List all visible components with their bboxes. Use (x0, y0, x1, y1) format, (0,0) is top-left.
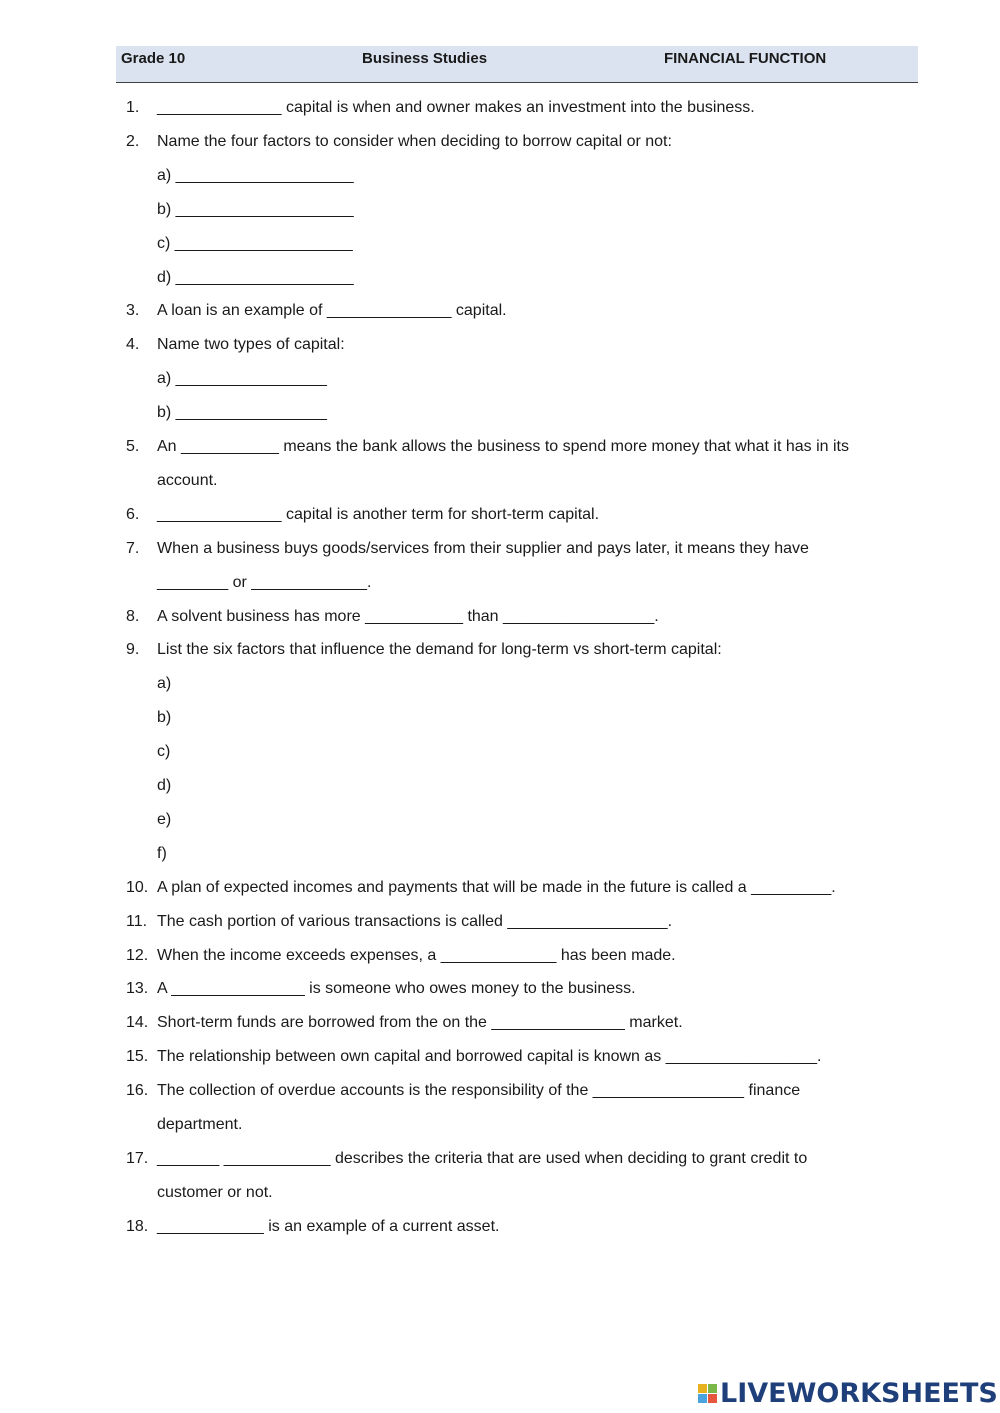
question-text: A plan of expected incomes and payments that will be made in the future is called a _________. (157, 879, 836, 896)
question-text: Short-term funds are borrowed from the on the _______________ market. (157, 1014, 683, 1031)
answer-line: customer or not. (157, 1184, 273, 1201)
header-grade: Grade 10 (121, 50, 186, 67)
question-text: A _______________ is someone who owes money to the business. (157, 980, 636, 997)
answer-line: b) _________________ (157, 404, 327, 421)
header-subject: Business Studies (362, 50, 488, 67)
answer-line: c) (157, 743, 171, 760)
answer-line: b) (157, 709, 172, 726)
document-header (116, 46, 918, 83)
question-text: The relationship between own capital and borrowed capital is known as _________________. (157, 1048, 822, 1065)
answer-line: d) (157, 777, 172, 794)
question-number: 9. (126, 641, 140, 658)
answer-line: b) ____________________ (157, 201, 354, 218)
question-text: List the six factors that influence the demand for long-term vs short-term capital: (157, 641, 722, 658)
question-text: ____________ is an example of a current asset. (157, 1218, 500, 1235)
question-number: 17. (126, 1150, 149, 1167)
logo-block (698, 1394, 707, 1403)
question-number: 3. (126, 302, 140, 319)
liveworksheets-logo (698, 1376, 998, 1410)
logo-block (708, 1394, 717, 1403)
question-text: A solvent business has more ___________ than _________________. (157, 608, 659, 625)
answer-line: f) (157, 845, 167, 862)
question-number: 16. (126, 1082, 149, 1099)
question-text: ______________ capital is when and owner makes an investment into the business. (157, 99, 755, 116)
question-number: 5. (126, 438, 140, 455)
logo-block (698, 1384, 707, 1393)
answer-line: account. (157, 472, 218, 489)
question-number: 11. (126, 913, 148, 930)
answer-line: c) ____________________ (157, 235, 353, 252)
answer-line: department. (157, 1116, 243, 1133)
answer-line: a) (157, 675, 172, 692)
question-text: When a business buys goods/services from their supplier and pays later, it means they have (157, 540, 809, 557)
question-text: A loan is an example of ______________ capital. (157, 302, 507, 319)
question-number: 10. (126, 879, 149, 896)
question-text: An ___________ means the bank allows the business to spend more money that what it has in its (157, 438, 849, 455)
header-topic: FINANCIAL FUNCTION (664, 50, 827, 67)
question-number: 8. (126, 608, 140, 625)
answer-line: a) ____________________ (157, 167, 354, 184)
question-number: 15. (126, 1048, 149, 1065)
question-text: Name two types of capital: (157, 336, 345, 353)
question-text: When the income exceeds expenses, a _____________ has been made. (157, 947, 676, 964)
answer-line: a) _________________ (157, 370, 327, 387)
question-text: Name the four factors to consider when deciding to borrow capital or not: (157, 133, 672, 150)
question-number: 4. (126, 336, 140, 353)
question-number: 14. (126, 1014, 149, 1031)
question-number: 13. (126, 980, 149, 997)
question-number: 12. (126, 947, 149, 964)
answer-line: d) ____________________ (157, 269, 354, 286)
question-number: 1. (126, 99, 140, 116)
question-number: 18. (126, 1218, 149, 1235)
logo-text: LIVEWORKSHEETS (720, 1377, 998, 1409)
question-text: The collection of overdue accounts is the responsibility of the _________________ finance (157, 1082, 801, 1099)
answer-line: e) (157, 811, 172, 828)
question-number: 2. (126, 133, 140, 150)
logo-block (708, 1384, 717, 1393)
question-number: 7. (126, 540, 140, 557)
question-text: _______ ____________ describes the criteria that are used when deciding to grant credit to (157, 1150, 808, 1167)
logo-blocks-icon (698, 1384, 717, 1403)
question-text: ______________ capital is another term for short-term capital. (157, 506, 600, 523)
question-text: The cash portion of various transactions is called __________________. (157, 913, 673, 930)
question-number: 6. (126, 506, 140, 523)
answer-line: ________ or _____________. (157, 574, 372, 591)
